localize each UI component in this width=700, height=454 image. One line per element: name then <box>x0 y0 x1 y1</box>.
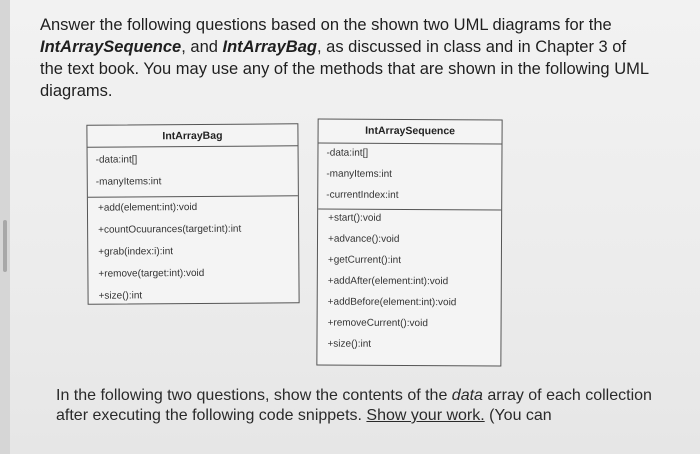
uml-bag-op: +countOcuurances(target:int):int <box>98 223 242 236</box>
scrollbar-track[interactable] <box>0 0 10 454</box>
uml-bag-op: +add(element:int):void <box>97 201 198 214</box>
uml-seq-operations <box>317 210 501 360</box>
uml-seq-attr: -data:int[] <box>326 147 369 159</box>
uml-seq-op: +size():int <box>327 338 372 350</box>
uml-bag-operations <box>88 196 299 311</box>
followup-data-word: data <box>451 387 483 404</box>
uml-seq-op: +getCurrent():int <box>327 254 402 266</box>
uml-bag-op: +size():int <box>98 290 143 302</box>
intro-text-2: , and <box>181 38 223 56</box>
uml-bag-title: IntArrayBag <box>87 124 297 147</box>
uml-seq-op: +removeCurrent():void <box>327 317 428 330</box>
followup-text-1: In the following two questions, show the contents of the <box>56 387 452 404</box>
uml-bag-attr: -data:int[] <box>95 154 138 166</box>
uml-seq-attr: -currentIndex:int <box>326 189 399 201</box>
uml-bag-attributes <box>88 146 298 197</box>
question-followup <box>56 386 656 426</box>
uml-seq-title: IntArraySequence <box>319 120 502 145</box>
uml-seq-op: +advance():void <box>327 233 400 245</box>
intro-text-1: Answer the following questions based on the shown two UML diagrams for the <box>40 16 612 34</box>
uml-seq-op: +addBefore(element:int):void <box>327 296 457 309</box>
uml-bag-op: +remove(target:int):void <box>98 267 205 280</box>
uml-bag-attr: -manyItems:int <box>95 176 162 188</box>
uml-seq-op: +start():void <box>328 212 382 224</box>
intro-class-sequence: IntArraySequence <box>40 38 182 56</box>
followup-show-work: Show your work. <box>366 407 485 424</box>
intro-text-3: , as discussed in class and in Chapter 3 of the text book. You may use any of the methods that are shown in the following UML diagrams. <box>40 38 649 100</box>
uml-intarraybag <box>86 123 299 304</box>
uml-intarraysequence <box>316 119 502 367</box>
followup-text-2: array of each collection after executing the following code snippets. <box>56 387 652 424</box>
question-intro <box>40 14 650 102</box>
uml-seq-attributes <box>318 144 501 211</box>
followup-text-3: (You can <box>484 407 552 424</box>
uml-seq-attr: -manyItems:int <box>326 168 392 180</box>
uml-bag-op: +grab(index:i):int <box>98 246 174 258</box>
uml-seq-op: +addAfter(element:int):void <box>327 275 449 288</box>
intro-class-bag: IntArrayBag <box>222 38 317 56</box>
scrollbar-thumb[interactable] <box>3 220 7 272</box>
